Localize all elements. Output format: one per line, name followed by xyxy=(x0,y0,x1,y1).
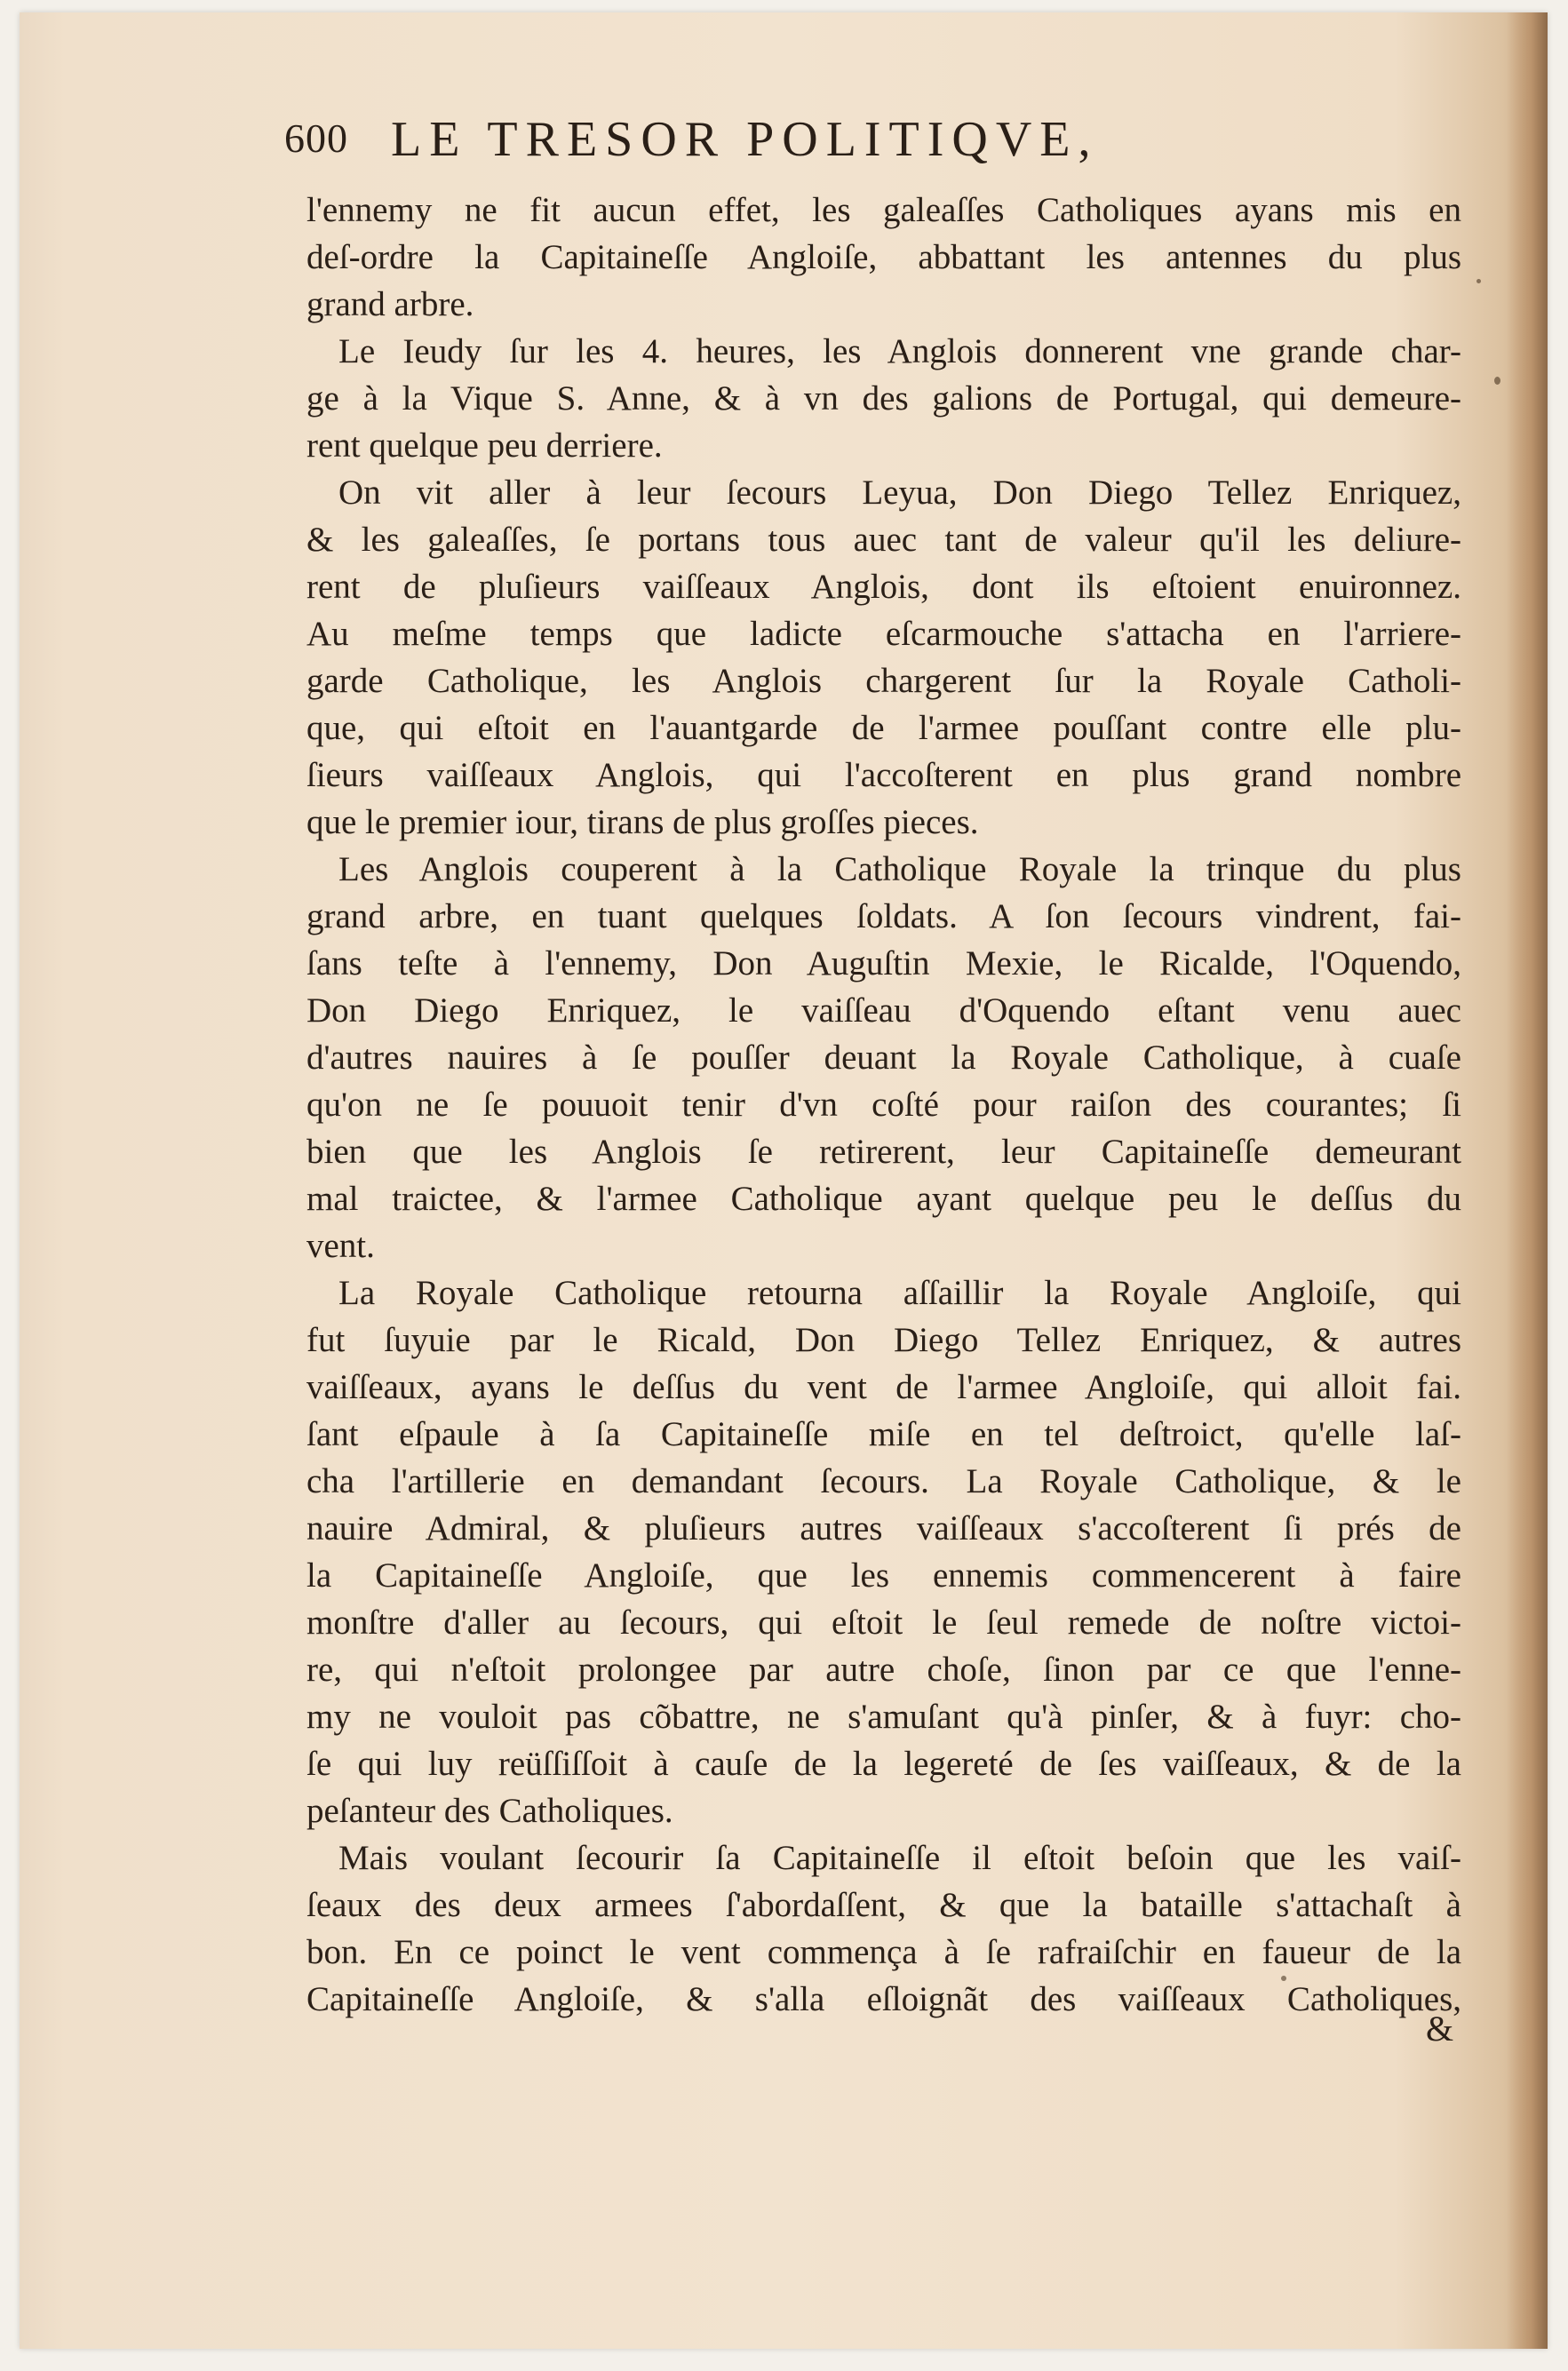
text-line: deſ-ordre la Capitaineſſe Angloiſe, abbattant les antennes du plus xyxy=(306,238,1461,276)
text-line: ge à la Vique S. Anne, & à vn des galions de Portugal, qui demeure- xyxy=(306,379,1461,418)
text-line: bon. En ce poinct le vent commença à ſe rafraiſchir en faueur de la xyxy=(306,1933,1461,1971)
text-line: rent de pluſieurs vaiſſeaux Anglois, dont ils eſtoient enuironnez. xyxy=(306,568,1461,606)
text-line: d'autres nauires à ſe pouſſer deuant la Royale Catholique, à cuaſe xyxy=(306,1038,1461,1077)
text-line: On vit aller à leur ſecours Leyua, Don Diego Tellez Enriquez, xyxy=(338,473,1461,512)
text-line: grand arbre, en tuant quelques ſoldats. A ſon ſecours vindrent, fai- xyxy=(306,897,1461,935)
text-line: bien que les Anglois ſe retirerent, leur Capitaineſſe demeurant xyxy=(306,1133,1461,1171)
text-line: garde Catholique, les Anglois chargerent ſur la Royale Catholi- xyxy=(306,662,1461,700)
running-title: LE TRESOR POLITIQVE, xyxy=(391,112,1099,167)
text-line: mal traictee, & l'armee Catholique ayant quelque peu le deſſus du xyxy=(306,1180,1461,1218)
paragraph xyxy=(306,187,1461,328)
text-line: La Royale Catholique retourna aſſaillir la Royale Angloiſe, qui xyxy=(338,1274,1461,1312)
ink-speck xyxy=(1494,377,1500,385)
text-line: vent. xyxy=(306,1227,375,1265)
text-line: vaiſſeaux, ayans le deſſus du vent de l'armee Angloiſe, qui alloit fai. xyxy=(306,1368,1461,1406)
text-line: ſeaux des deux armees ſ'abordaſſent, & que la bataille s'attachaſt à xyxy=(306,1886,1461,1924)
text-line: ſieurs vaiſſeaux Anglois, qui l'accoſterent en plus grand nombre xyxy=(306,756,1461,794)
paragraph xyxy=(306,328,1461,469)
text-line: que, qui eſtoit en l'auantgarde de l'armee pouſſant contre elle plu- xyxy=(306,709,1461,747)
text-line: Mais voulant ſecourir ſa Capitaineſſe il eſtoit beſoin que les vaiſ- xyxy=(338,1839,1461,1877)
text-line: grand arbre. xyxy=(306,285,474,323)
page-number: 600 xyxy=(284,115,348,161)
text-line: que le premier iour, tirans de plus groſſes pieces. xyxy=(306,803,979,841)
text-line: Le Ieudy ſur les 4. heures, les Anglois donnerent vne grande char- xyxy=(338,332,1461,370)
text-line: Les Anglois couperent à la Catholique Royale la trinque du plus xyxy=(338,850,1461,888)
paragraph xyxy=(306,469,1461,846)
text-line: Don Diego Enriquez, le vaiſſeau d'Oquendo eſtant venu auec xyxy=(306,991,1461,1030)
text-line: cha l'artillerie en demandant ſecours. La Royale Catholique, & le xyxy=(306,1462,1461,1500)
paragraph xyxy=(306,1834,1461,2023)
page-binding-shadow xyxy=(1507,12,1548,2349)
text-line: fut ſuyuie par le Ricald, Don Diego Tellez Enriquez, & autres xyxy=(306,1321,1461,1359)
text-line: l'ennemy ne fit aucun effet, les galeaſſes Catholiques ayans mis en xyxy=(306,191,1461,229)
text-line: la Capitaineſſe Angloiſe, que les ennemis commencerent à faire xyxy=(306,1556,1461,1595)
text-line: my ne vouloit pas cõbattre, ne s'amuſant qu'à pinſer, & à fuyr: cho- xyxy=(306,1698,1461,1736)
text-line: peſanteur des Catholiques. xyxy=(306,1792,673,1830)
text-line: Capitaineſſe Angloiſe, & s'alla eſloignãt des vaiſſeaux Catholiques, xyxy=(306,1980,1461,2018)
text-line: ſe qui luy reüſſiſſoit à cauſe de la legereté de ſes vaiſſeaux, & de la xyxy=(306,1745,1461,1783)
paragraph xyxy=(306,1269,1461,1834)
text-line: re, qui n'eſtoit prolongee par autre choſe, ſinon par ce que l'enne- xyxy=(306,1651,1461,1689)
text-line: ſant eſpaule à ſa Capitaineſſe miſe en tel deſtroict, qu'elle laſ- xyxy=(306,1415,1461,1453)
text-line: rent quelque peu derriere. xyxy=(306,426,663,465)
body-text xyxy=(306,187,1461,2023)
page-header xyxy=(284,111,1466,182)
text-line: nauire Admiral, & pluſieurs autres vaiſſeaux s'accoſterent ſi prés de xyxy=(306,1509,1461,1548)
text-line: & les galeaſſes, ſe portans tous auec tant de valeur qu'il les deliure- xyxy=(306,521,1461,559)
text-line: Au meſme temps que ladicte eſcarmouche s'attacha en l'arriere- xyxy=(306,615,1461,653)
ink-speck xyxy=(1476,279,1481,283)
catchword: & xyxy=(1426,2009,1454,2049)
text-line: monſtre d'aller au ſecours, qui eſtoit le ſeul remede de noſtre victoi- xyxy=(306,1603,1461,1642)
text-line: ſans teſte à l'ennemy, Don Auguſtin Mexie, le Ricalde, l'Oquendo, xyxy=(306,944,1461,983)
paragraph xyxy=(306,846,1461,1269)
text-line: qu'on ne ſe pouuoit tenir d'vn coſté pour raiſon des courantes; ſi xyxy=(306,1086,1461,1124)
